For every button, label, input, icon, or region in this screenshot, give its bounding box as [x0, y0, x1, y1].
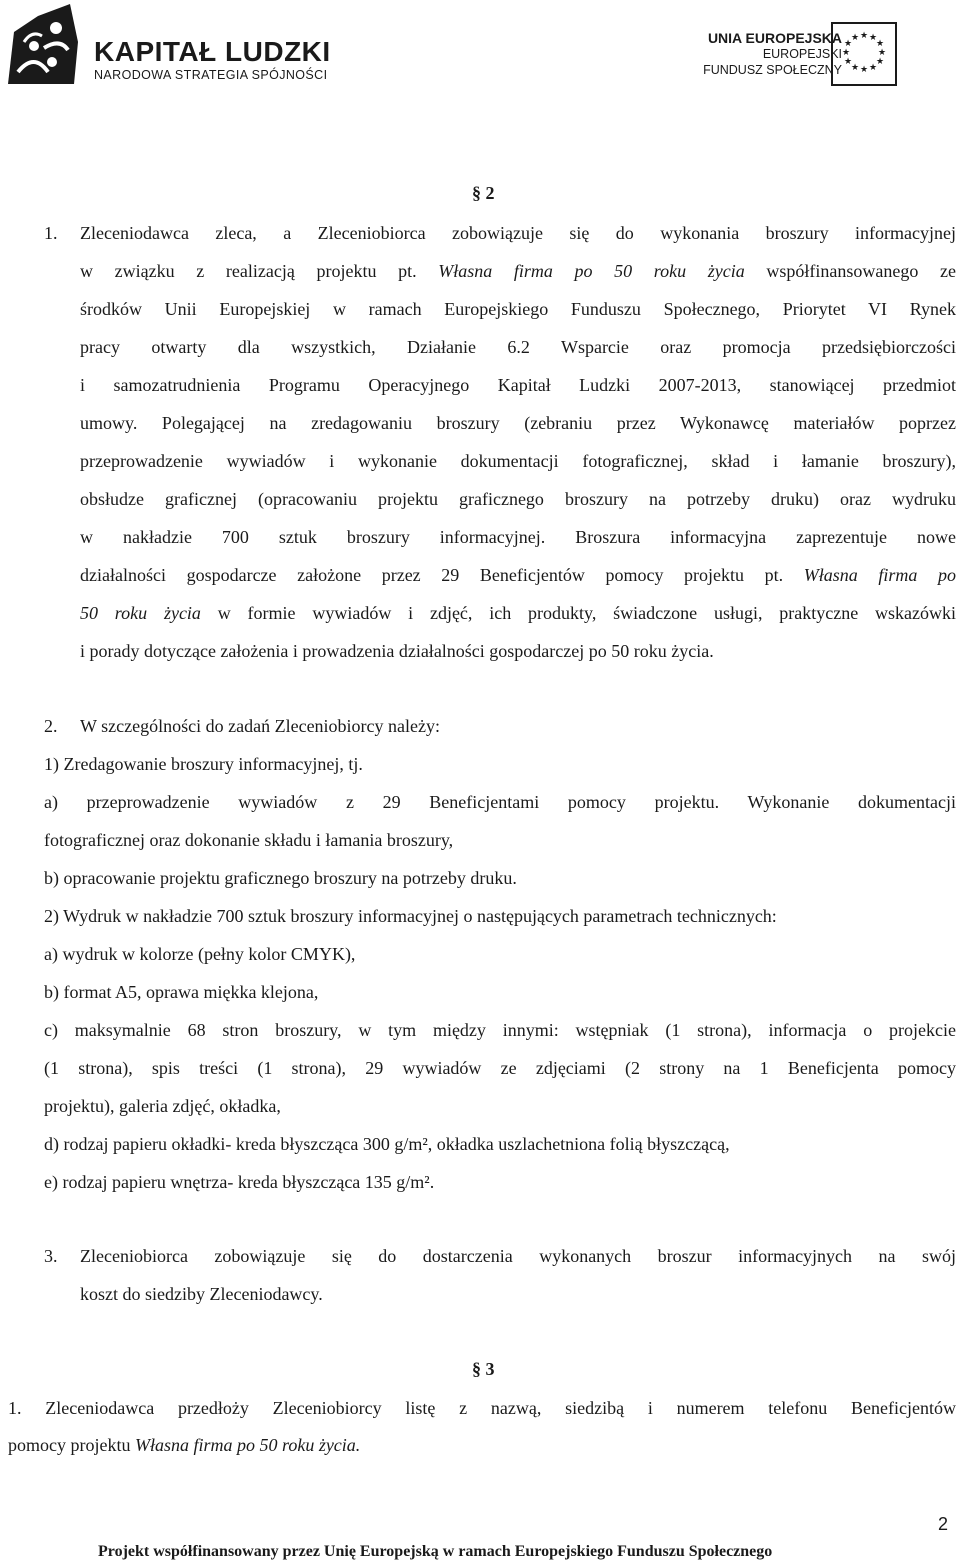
requirements-list: [44, 754, 956, 1210]
kapital-ludzki-title: KAPITAŁ LUDZKI: [94, 36, 331, 67]
page-number: 2: [938, 1514, 949, 1534]
svg-text:★: ★: [843, 57, 853, 67]
paragraph-1-text: działalności gospodarcze założone przez 29 Beneficjentów pomocy projektu pt.: [80, 565, 804, 585]
svg-text:★: ★: [843, 39, 853, 49]
project-name-italic: Własna firma po 50 roku życia: [438, 261, 745, 281]
svg-text:★: ★: [850, 33, 860, 43]
project-name-italic: Własna firma po 50 roku życia.: [134, 1435, 361, 1455]
svg-text:★: ★: [859, 31, 869, 41]
paragraph-1-text: w związku z realizacją projektu pt.: [80, 261, 439, 281]
eu-flag-icon: [831, 22, 897, 86]
paragraph-1: [80, 223, 956, 679]
svg-text:★: ★: [841, 48, 851, 58]
section-2-heading: § 2: [472, 183, 495, 203]
paragraph-1-line: przeprowadzenie wywiadów i wykonanie dokumentacji fotograficznej, skład i łamanie broszury),: [80, 451, 956, 471]
svg-text:★: ★: [850, 63, 860, 73]
list-item: 1) Zredagowanie broszury informacyjnej, tj.: [44, 754, 363, 774]
paragraph-1-line: [80, 603, 956, 641]
paragraph-1-line: [80, 261, 956, 299]
kapital-ludzki-emblem-icon: [4, 2, 88, 88]
project-name-italic: Własna firma po: [803, 565, 956, 585]
paragraph-1-line: pracy otwarty dla wszystkich, Działanie 6.2 Wsparcie oraz promocja przedsiębiorczości: [80, 337, 956, 357]
svg-text:★: ★: [875, 57, 885, 67]
paragraph-3-line: koszt do siedziby Zleceniodawcy.: [80, 1284, 323, 1304]
kapital-ludzki-subtitle: NARODOWA STRATEGIA SPÓJNOŚCI: [94, 68, 328, 82]
paragraph-1-line: i samozatrudnienia Programu Operacyjnego Kapitał Ludzki 2007-2013, stanowiącej przedmiot: [80, 375, 956, 395]
kapital-ludzki-logo: [4, 2, 331, 88]
paragraph-1-line: w nakładzie 700 sztuk broszury informacyjnej. Broszura informacyjna zaprezentuje nowe: [80, 527, 956, 547]
section-3-text: pomocy projektu: [8, 1435, 135, 1455]
paragraph-1-line: obsłudze graficznej (opracowaniu projektu graficznego broszury na potrzeby druku) oraz wydruku: [80, 489, 956, 509]
project-name-italic: 50 roku życia: [80, 603, 201, 623]
list-item: c) maksymalnie 68 stron broszury, w tym między innymi: wstępniak (1 strona), informacja o projekcie: [44, 1020, 956, 1040]
paragraph-2-intro: W szczególności do zadań Zleceniobiorcy należy:: [80, 716, 441, 736]
paragraph-3-line: Zleceniobiorca zobowiązuje się do dostarczenia wykonanych broszur informacyjnych na swój: [80, 1246, 956, 1266]
footer-text: Projekt współfinansowany przez Unię Europejską w ramach Europejskiego Funduszu Społecznego: [98, 1543, 773, 1560]
list-item: projektu), galeria zdjęć, okładka,: [44, 1096, 281, 1116]
eu-logo: [684, 22, 914, 92]
paragraph-1-line: środków Unii Europejskiej w ramach Europejskiego Funduszu Społecznego, Priorytet VI Rynek: [80, 299, 956, 319]
list-item: (1 strona), spis treści (1 strona), 29 wywiadów ze zdjęciami (2 strony na 1 Beneficjenta pomocy: [44, 1058, 956, 1078]
list-item: d) rodzaj papieru okładki- kreda błyszcząca 300 g/m², okładka uszlachetniona folią błyszczącą,: [44, 1134, 730, 1154]
list-item: fotograficznej oraz dokonanie składu i łamania broszury,: [44, 830, 454, 850]
svg-text:★: ★: [875, 39, 885, 49]
paragraph-1-line: Zleceniodawca zleca, a Zleceniobiorca zobowiązuje się do wykonania broszury informacyjnej: [80, 223, 956, 243]
paragraph-3: [80, 1246, 956, 1322]
list-item: a) wydruk w kolorze (pełny kolor CMYK),: [44, 944, 356, 964]
list-item: a) przeprowadzenie wywiadów z 29 Beneficjentami pomocy projektu. Wykonanie dokumentacji: [44, 792, 956, 812]
paragraph-1-line: i porady dotyczące założenia i prowadzenia działalności gospodarczej po 50 roku życia.: [80, 641, 714, 661]
svg-text:★: ★: [859, 65, 869, 75]
list-item: b) opracowanie projektu graficznego broszury na potrzeby druku.: [44, 868, 517, 888]
eu-logo-line1: UNIA EUROPEJSKA: [707, 30, 842, 46]
paragraph-2-number: 2.: [44, 716, 58, 736]
svg-text:★: ★: [868, 33, 878, 43]
list-item: 2) Wydruk w nakładzie 700 sztuk broszury informacyjnej o następujących parametrach technicznych:: [44, 906, 777, 926]
svg-text:★: ★: [868, 63, 878, 73]
eu-logo-line3: FUNDUSZ SPOŁECZNY: [703, 63, 842, 77]
section-3-paragraph-line: 1. Zleceniodawca przedłoży Zleceniobiorcy listę z nazwą, siedzibą i numerem telefonu Beneficjentów: [8, 1398, 956, 1418]
paragraph-1-text: współfinansowanego ze: [744, 261, 956, 281]
section-3-heading: § 3: [472, 1359, 495, 1379]
paragraph-1-line: umowy. Polegającej na zredagowaniu broszury (zebraniu przez Wykonawcę materiałów poprzez: [80, 413, 956, 433]
paragraph-1-text: w formie wywiadów i zdjęć, ich produkty, świadczone usługi, praktyczne wskazówki: [200, 603, 956, 623]
section-3-paragraph-line: [8, 1435, 360, 1456]
paragraph-1-line: [80, 565, 956, 603]
eu-logo-line2: EUROPEJSKI: [762, 47, 842, 61]
list-item: b) format A5, oprawa miękka klejona,: [44, 982, 319, 1002]
svg-text:★: ★: [877, 48, 887, 58]
paragraph-1-number: 1.: [44, 223, 58, 243]
paragraph-3-number: 3.: [44, 1246, 58, 1266]
list-item: e) rodzaj papieru wnętrza- kreda błyszcząca 135 g/m².: [44, 1172, 435, 1192]
